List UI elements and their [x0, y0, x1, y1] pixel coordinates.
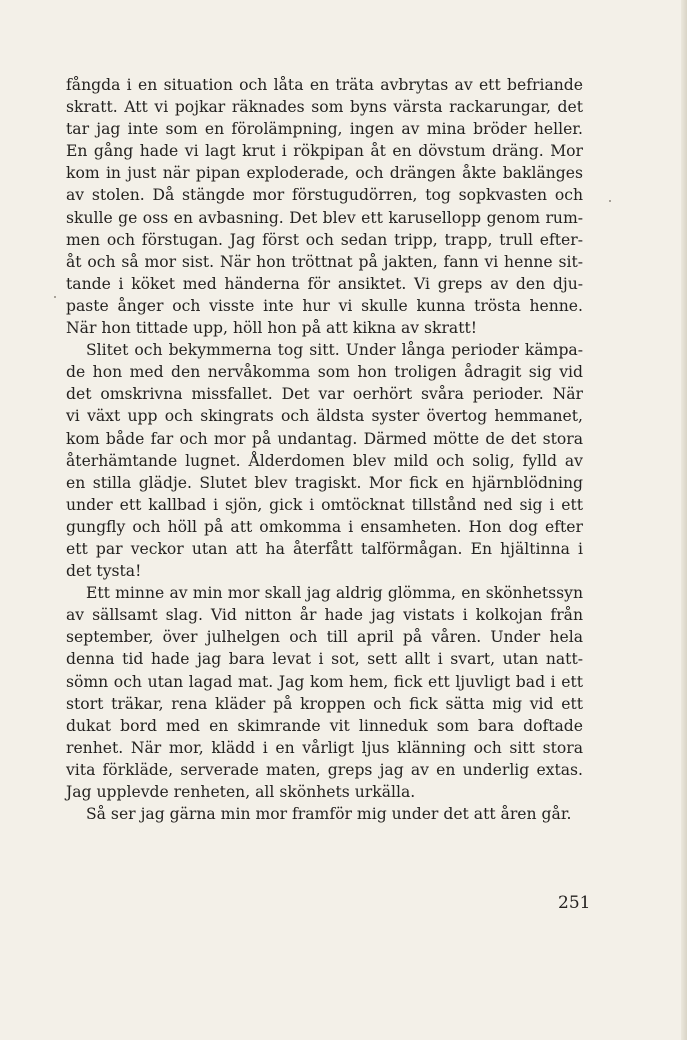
text-line: under ett kallbad i sjön, gick i omtöcknat tillstånd ned sig i ett	[66, 495, 583, 514]
text-line: Jag upplevde renheten, all skönhets urkälla.	[66, 783, 416, 801]
text-line: åt och så mor sist. När hon tröttnat på jakten, fann vi henne sit-	[66, 252, 583, 271]
text-line: denna tid hade jag bara levat i sot, sett allt i svart, utan natt-	[66, 650, 583, 669]
text-line: men och förstugan. Jag först och sedan tripp, trapp, trull efter-	[66, 230, 583, 249]
text-line: paste ånger och visste inte hur vi skulle kunna trösta henne.	[66, 296, 583, 315]
paragraph-start-line: Ett minne av min mor skall jag aldrig glömma, en skönhetssyn	[86, 584, 583, 603]
text-line: fångda i en situation och låta en träta avbrytas av ett befriande	[66, 76, 583, 94]
text-line: det omskrivna missfallet. Det var oerhört svåra perioder. När	[66, 385, 583, 404]
text-line: de hon med den nervåkomma som hon troligen ådragit sig vid	[66, 363, 583, 382]
text-line: skulle ge oss en avbasning. Det blev ett karusellopp genom rum-	[66, 208, 583, 227]
text-line: När hon tittade upp, höll hon på att kikna av skratt!	[66, 319, 478, 338]
text-line: En gång hade vi lagt krut i rökpipan åt en dövstum dräng. Mor	[66, 142, 583, 161]
text-line: tande i köket med händerna för ansiktet. Vi greps av den dju-	[66, 274, 583, 293]
paper-speck	[609, 200, 611, 202]
text-line: dukat bord med en skimrande vit linneduk som bara doftade	[66, 716, 583, 735]
text-line: det tysta!	[66, 562, 142, 581]
text-line: av sällsamt slag. Vid nitton år hade jag vistats i kolkojan från	[66, 606, 583, 625]
text-line: renhet. När mor, klädd i en vårligt ljus klänning och sitt stora	[66, 738, 583, 757]
paper-speck	[54, 296, 56, 298]
text-line: av stolen. Då stängde mor förstugudörren, tog sopkvasten och	[66, 186, 583, 205]
text-line: ett par veckor utan att ha återfått talförmågan. En hjältinna i	[66, 539, 583, 558]
paragraph-start-line: Så ser jag gärna min mor framför mig under det att åren går.	[86, 805, 572, 824]
text-line: kom både far och mor på undantag. Därmed mötte de det stora	[66, 429, 583, 448]
text-line: gungfly och höll på att omkomma i ensamheten. Hon dog efter	[66, 517, 583, 536]
text-line: återhämtande lugnet. Ålderdomen blev mild och solig, fylld av	[66, 451, 583, 470]
text-line: tar jag inte som en förolämpning, ingen av mina bröder heller.	[66, 120, 583, 139]
body-text	[66, 74, 583, 825]
text-line: sömn och utan lagad mat. Jag kom hem, fick ett ljuvligt bad i ett	[66, 672, 583, 691]
paragraph-start-line: Slitet och bekymmerna tog sitt. Under långa perioder kämpa-	[86, 341, 583, 360]
text-line: stort träkar, rena kläder på kroppen och fick sätta mig vid ett	[66, 694, 583, 713]
text-line: skratt. Att vi pojkar räknades som byns värsta rackarungar, det	[66, 98, 583, 117]
text-line: vi växt upp och skingrats och äldsta syster övertog hemmanet,	[66, 407, 583, 426]
text-line: september, över julhelgen och till april på våren. Under hela	[66, 628, 583, 647]
page-number: 251	[558, 893, 591, 913]
text-line: kom in just när pipan exploderade, och drängen åkte baklänges	[66, 164, 583, 183]
text-line: en stilla glädje. Slutet blev tragiskt. Mor fick en hjärnblödning	[66, 473, 583, 492]
text-line: vita förkläde, serverade maten, greps jag av en underlig extas.	[66, 760, 583, 779]
page-edge-shadow	[681, 0, 687, 1040]
